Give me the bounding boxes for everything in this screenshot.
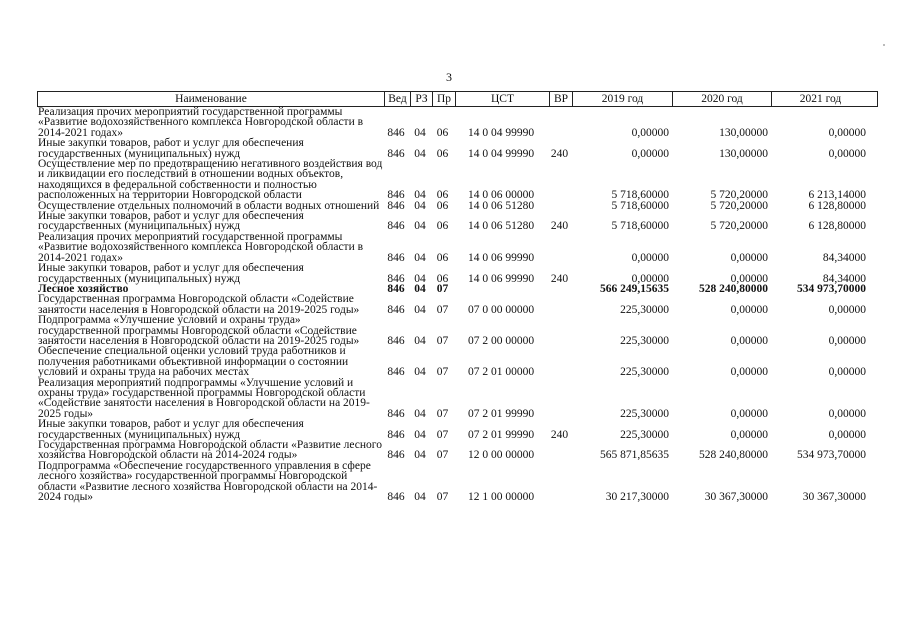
row-2020: 0,00000 (730, 366, 768, 379)
header-vr: ВР (549, 92, 572, 106)
row-2020: 5 720,20000 (710, 220, 768, 233)
table-row (37, 419, 878, 440)
row-ved: 846 (387, 303, 405, 316)
row-2021: 0,00000 (828, 334, 866, 347)
row-2020: 30 367,30000 (704, 491, 768, 504)
row-pr: 07 (436, 449, 449, 462)
row-2019: 225,30000 (620, 366, 669, 379)
row-pr: 06 (436, 189, 449, 202)
row-rz: 04 (414, 491, 426, 504)
row-name: Иные закупки товаров, работ и услуг для обеспечения государственных (муниципальных) нужд (38, 418, 304, 441)
row-rz: 04 (414, 126, 426, 139)
table-row (37, 315, 878, 346)
row-pr: 07 (436, 491, 449, 504)
row-cst: 07 2 01 99990 (467, 407, 535, 420)
row-pr: 06 (436, 199, 449, 212)
header-rz: РЗ (410, 92, 432, 106)
row-ved: 846 (387, 199, 405, 212)
row-cst: 14 0 06 99990 (467, 272, 535, 285)
row-cst: 14 0 04 99990 (467, 147, 535, 160)
row-cst: 12 1 00 00000 (467, 491, 535, 504)
row-2019: 225,30000 (620, 428, 669, 441)
row-2019: 5 718,60000 (611, 189, 669, 202)
row-vr: 240 (550, 147, 569, 160)
row-vr: 240 (550, 428, 569, 441)
row-name: Государственная программа Новгородской области «Содействие занятости населения в Новгородской области на 2019-2025 годы» (38, 293, 360, 316)
row-ved: 846 (387, 189, 405, 202)
row-2020: 0,00000 (730, 272, 768, 285)
row-name: Реализация прочих мероприятий государственной программы «Развитие водохозяйственного комплекса Новгородской области в 2014-2021 годах» (38, 230, 364, 264)
row-name: Иные закупки товаров, работ и услуг для обеспечения государственных (муниципальных) нужд (38, 137, 304, 160)
row-2020: 0,00000 (730, 251, 768, 264)
row-2021: 534 973,70000 (797, 449, 866, 462)
row-2020: 5 720,20000 (710, 199, 768, 212)
row-2021: 0,00000 (828, 428, 866, 441)
table-row (37, 378, 878, 420)
table-row (37, 263, 878, 284)
row-2021: 0,00000 (828, 366, 866, 379)
row-ved: 846 (387, 272, 405, 285)
row-vr: 240 (550, 272, 569, 285)
row-2020: 528 240,80000 (699, 282, 768, 295)
header-2019: 2019 год (572, 92, 672, 106)
table-header (37, 91, 878, 107)
row-2021: 0,00000 (828, 407, 866, 420)
row-cst: 14 0 06 51280 (467, 199, 535, 212)
row-2019: 0,00000 (631, 272, 669, 285)
row-2019: 0,00000 (631, 147, 669, 160)
table-row (37, 440, 878, 461)
row-ved: 846 (387, 449, 405, 462)
row-rz: 04 (414, 251, 426, 264)
row-2021: 6 128,80000 (808, 199, 866, 212)
row-rz: 04 (414, 407, 426, 420)
row-cst: 12 0 00 00000 (467, 449, 535, 462)
row-ved: 846 (387, 491, 405, 504)
row-cst: 14 0 06 00000 (467, 189, 535, 202)
row-pr: 06 (436, 251, 449, 264)
row-2020: 130,00000 (719, 147, 768, 160)
row-ved: 846 (387, 220, 405, 233)
row-pr: 07 (436, 366, 449, 379)
row-name: Подпрограмма «Улучшение условий и охраны труда» государственной программы Новгородской области «Содействие занятости населения в Новгородской области на 2019-2025 годы» (38, 314, 360, 347)
row-name: Реализация прочих мероприятий государственной программы «Развитие водохозяйственного комплекса Новгородской области в 2014-2021 годах» (38, 106, 364, 139)
table-row (37, 107, 878, 138)
row-ved: 846 (387, 147, 405, 160)
row-pr: 06 (436, 147, 449, 160)
table-row (37, 159, 878, 201)
row-2020: 0,00000 (730, 303, 768, 316)
header-cst: ЦСТ (455, 92, 549, 106)
row-2021: 30 367,30000 (802, 491, 866, 504)
row-pr: 07 (436, 407, 449, 420)
row-pr: 07 (436, 334, 449, 347)
scan-speck (883, 44, 885, 46)
row-2020: 528 240,80000 (699, 449, 768, 462)
row-rz: 04 (414, 282, 426, 295)
row-vr: 240 (550, 220, 569, 233)
row-name: Государственная программа Новгородской области «Развитие лесного хозяйства Новгородской области на 2014-2024 годы» (38, 439, 382, 462)
row-cst: 07 2 00 00000 (467, 334, 535, 347)
row-name: Иные закупки товаров, работ и услуг для обеспечения государственных (муниципальных) нужд (38, 262, 304, 285)
row-rz: 04 (414, 366, 426, 379)
row-2021: 6 213,14000 (808, 189, 866, 202)
row-2021: 0,00000 (828, 126, 866, 139)
row-cst: 14 0 06 51280 (467, 220, 535, 233)
header-pr: Пр (432, 92, 455, 106)
row-pr: 06 (436, 220, 449, 233)
row-pr: 07 (436, 428, 449, 441)
row-ved: 846 (387, 126, 405, 139)
row-2019: 0,00000 (631, 126, 669, 139)
table-row (37, 211, 878, 232)
row-2019: 30 217,30000 (605, 491, 669, 504)
row-pr: 06 (436, 126, 449, 139)
header-2020: 2020 год (672, 92, 771, 106)
row-2019: 5 718,60000 (611, 199, 669, 212)
row-2019: 225,30000 (620, 303, 669, 316)
row-pr: 07 (436, 282, 449, 295)
row-2021: 84,34000 (822, 251, 866, 264)
row-name: Осуществление мер по предотвращению негативного воздействия вод и ликвидации его последствий в отношении водных объектов, находящихся в федеральной собственности и полностью расположенных на территории Новгородской области (38, 158, 383, 202)
row-2019: 225,30000 (620, 407, 669, 420)
row-2020: 0,00000 (730, 407, 768, 420)
row-2021: 534 973,70000 (797, 282, 866, 295)
row-2020: 5 720,20000 (710, 189, 768, 202)
row-2019: 5 718,60000 (611, 220, 669, 233)
row-ved: 846 (387, 334, 405, 347)
row-2019: 0,00000 (631, 251, 669, 264)
header-ved: Вед (384, 92, 410, 106)
row-ved: 846 (387, 366, 405, 379)
row-2019: 225,30000 (620, 334, 669, 347)
row-name: Обеспечение специальной оценки условий труда работников и получения работниками объективной информации о состоянии условий и охраны труда на рабочих местах (38, 345, 349, 379)
row-ved: 846 (387, 407, 405, 420)
row-2021: 0,00000 (828, 303, 866, 316)
row-ved: 846 (387, 282, 405, 295)
row-rz: 04 (414, 449, 426, 462)
row-cst: 14 0 06 99990 (467, 251, 535, 264)
row-2019: 566 249,15635 (600, 282, 669, 295)
row-rz: 04 (414, 428, 426, 441)
table-row (37, 232, 878, 263)
row-cst: 14 0 04 99990 (467, 126, 535, 139)
row-pr: 07 (436, 303, 449, 316)
row-2020: 0,00000 (730, 334, 768, 347)
row-2020: 130,00000 (719, 126, 768, 139)
row-rz: 04 (414, 272, 426, 285)
table-row (37, 294, 878, 315)
row-rz: 04 (414, 220, 426, 233)
row-name: Реализация мероприятий подпрограммы «Улучшение условий и охраны труда» государственной программы Новгородской области «Содействие занятости населения в Новгородской области на 2019-2025 годы» (38, 376, 370, 420)
header-name: Наименование (175, 93, 247, 105)
row-pr: 06 (436, 272, 449, 285)
row-rz: 04 (414, 189, 426, 202)
page-number: 3 (446, 70, 452, 84)
row-name: Осуществление отдельных полномочий в области водных отношений (38, 199, 380, 212)
row-ved: 846 (387, 251, 405, 264)
row-rz: 04 (414, 303, 426, 316)
row-2019: 565 871,85635 (600, 449, 669, 462)
table-row (37, 346, 878, 377)
row-ved: 846 (387, 428, 405, 441)
table-row (37, 461, 878, 503)
row-2021: 0,00000 (828, 147, 866, 160)
row-2021: 84,34000 (822, 272, 866, 285)
table-body (37, 107, 878, 502)
header-2021: 2021 год (771, 92, 869, 106)
table-row (37, 138, 878, 159)
row-cst: 07 2 01 00000 (467, 366, 535, 379)
budget-table (37, 91, 878, 502)
row-name: Иные закупки товаров, работ и услуг для обеспечения государственных (муниципальных) нужд (38, 210, 304, 233)
row-rz: 04 (414, 334, 426, 347)
row-cst: 07 2 01 99990 (467, 428, 535, 441)
row-2020: 0,00000 (730, 428, 768, 441)
row-rz: 04 (414, 147, 426, 160)
row-name: Лесное хозяйство (38, 282, 129, 295)
row-name: Подпрограмма «Обеспечение государственного управления в сфере лесного хозяйства» государственной программы Новгородской области «Развитие лесного хозяйства Новгородской области на 2014-2024 годы» (38, 459, 378, 504)
row-rz: 04 (414, 199, 426, 212)
row-cst: 07 0 00 00000 (467, 303, 535, 316)
row-2021: 6 128,80000 (808, 220, 866, 233)
